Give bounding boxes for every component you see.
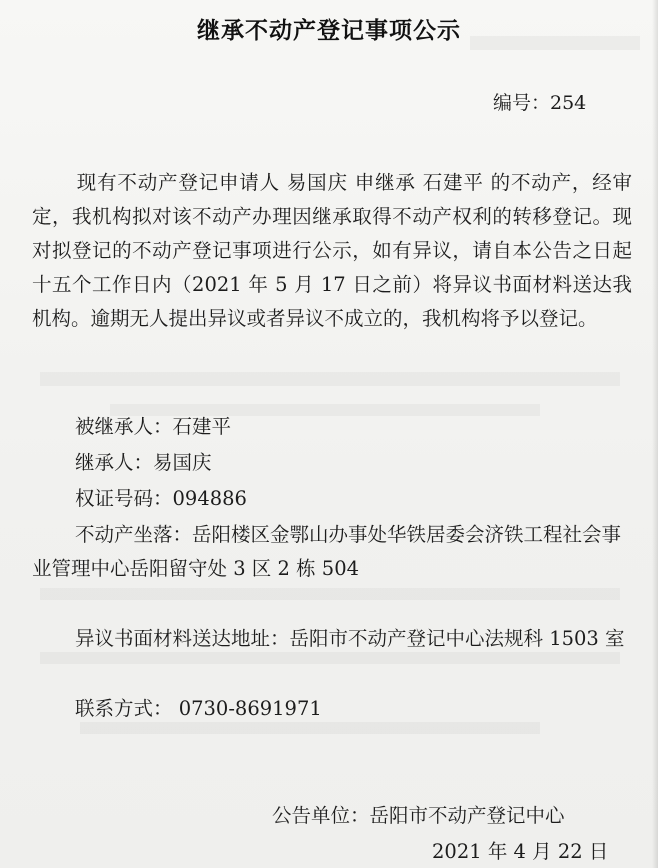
property-location-field [32,518,632,586]
notice-body-text: 现有不动产登记申请人 易国庆 申继承 石建平 的不动产，经审定，我机构拟对该不动产办理因继承取得不动产权利的转移登记。现对拟登记的不动产登记事项进行公示，如有异议，请自本公告之日起十五个工作日内（2021 年 5 月 17 日之前）将异议书面材料送达我机构。逾期无人提出异议或者异议不成立的，我机构将予以登记。 [32,171,632,330]
page-edge-shadow [652,0,658,868]
decedent-field: 被继承人：石建平 [75,415,232,438]
notice-title: 继承不动产登记事项公示 [197,18,461,44]
publisher-line: 公告单位：岳阳市不动产登记中心 [272,804,565,827]
property-location-text: 不动产坐落：岳阳楼区金鄂山办事处华铁居委会济铁工程社会事业管理中心岳阳留守处 3 区 2 栋 504 [32,523,622,580]
document-number: 编号：254 [493,92,587,114]
certificate-number-field: 权证号码：094886 [75,487,247,510]
bleed-through-mark [40,372,620,386]
objection-address-text: 异议书面材料送达地址：岳阳市不动产登记中心法规科 1503 室 [75,627,625,650]
bleed-through-mark [40,588,620,600]
publish-date: 2021 年 4 月 22 日 [432,840,609,863]
heir-field: 继承人：易国庆 [75,451,212,474]
contact-field: 联系方式： 0730-8691971 [75,697,322,720]
notice-body-paragraph [32,166,632,336]
objection-address-field [32,622,632,656]
